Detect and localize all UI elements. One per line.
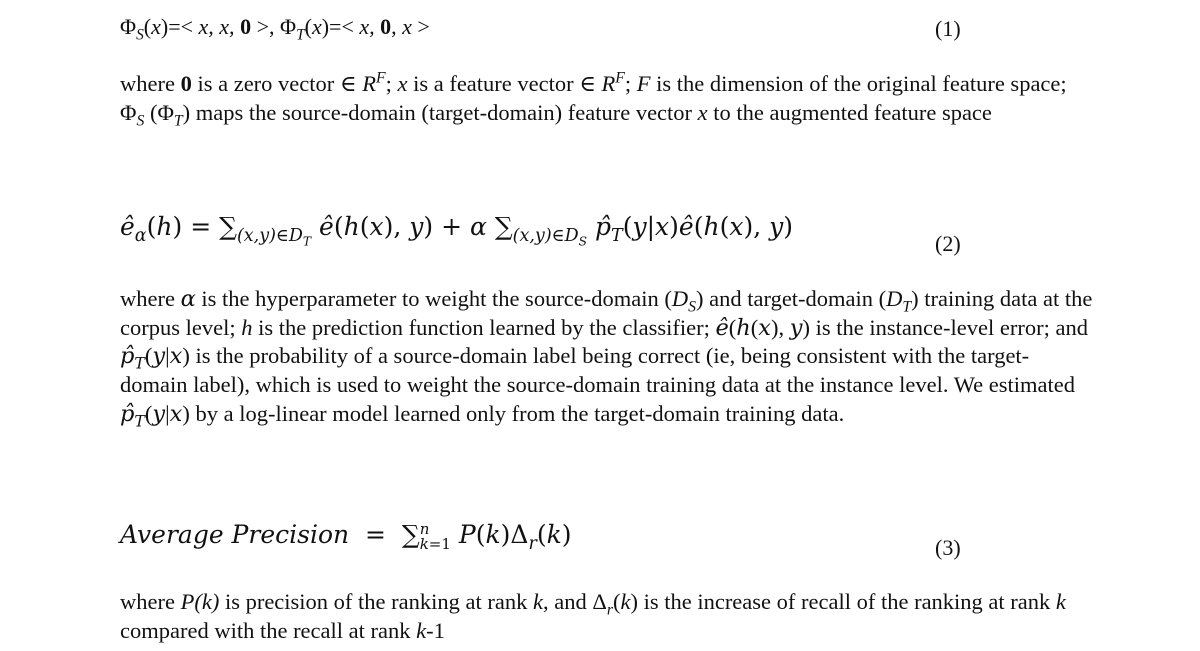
paragraph-eq1-description: where 0 is a zero vector ∈ $R^F$; x is a feature vector ∈ $R^F$; F is the dimension of the original feature space; $\Phi_S$ $(\Phi_T)$ maps the source-domain (target-domain) feature vector x to the augmented feature space [120, 69, 1067, 130]
equation-1: $\Phi_S(x)=< x$, x, 0 >, $\Phi_T(x)=< x$, 0, x > [120, 14, 430, 44]
equation-3-number: (3) [935, 535, 961, 560]
equation-3: Average Precision = ∑n k=1 $P(k)\Delta_r(k)$ [120, 519, 572, 554]
paragraph-eq2-description: where α is the hyperparameter to weight the source-domain $(D_S)$ and target-domain $(D_T)$ training data at the corpus level; h is the prediction function learned by the classifier; ê(h(x), y) is the instance-level error; and $p̂_T(y|x)$ is the probability of a source-domain label being correct (ie, being consistent with the target-domain label), which is used to weight the source-domain training data at the instance level. We estimated $p̂_T(y|x)$ by a log-linear model learned only from the target-domain training data. [120, 286, 1093, 431]
equation-2: $ê_\alpha(h) = \sum_{(x,y)\in D_T}$ ê(h(x), y) + α $\sum_{(x,y)\in D_S}$ $p̂_T(y|x)ê(h(x)$, y) [120, 212, 793, 249]
paragraph-eq3-description: where P(k) is precision of the ranking at rank k, and $\Delta_r(k)$ is the increase of recall of the ranking at rank k compared with the recall at rank k-1 [120, 589, 1066, 643]
equation-1-number: (1) [935, 16, 961, 41]
equation-2-number: (2) [935, 231, 961, 256]
